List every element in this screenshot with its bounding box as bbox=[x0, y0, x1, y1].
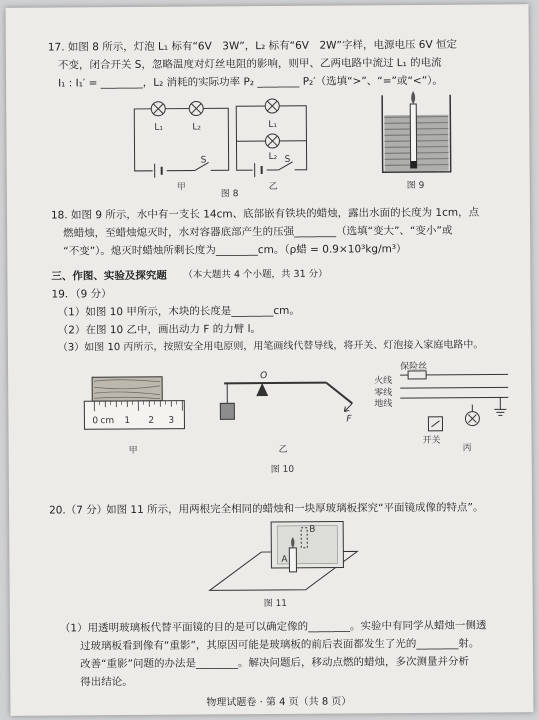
label-switch: 开关 bbox=[422, 435, 441, 446]
ruler-tick-1: 1 bbox=[124, 415, 131, 427]
q20-1-line4: 得出结论。 bbox=[80, 675, 133, 689]
fig8-label-s-jia: S bbox=[200, 155, 207, 166]
fig10-caption: 图 10 bbox=[270, 464, 295, 475]
label-live-wire: 火线 bbox=[374, 376, 393, 387]
q18-line1: 18. 如图 9 所示，水中有一支长 14cm、底部嵌有铁块的蜡烛，露出水面的长度为 1cm，点 bbox=[50, 206, 480, 222]
q17-line2: 不变，闭合开关 S，忽略温度对灯丝电阻的影响，则甲、乙两电路中流过 L₁ 的电流 bbox=[57, 56, 442, 72]
fig10-yi: 乙 bbox=[278, 444, 288, 455]
q20-1-line1: （1）用透明玻璃板代替平面镜的目的是可以确定像的________。实验中有同学从蜡烛一侧透 bbox=[59, 619, 487, 635]
exam-page bbox=[6, 4, 534, 716]
section-note: （本大题共 4 个小题，共 31 分） bbox=[183, 268, 328, 281]
fig11-label-b: B bbox=[309, 524, 316, 535]
q19-item1: （1）如图 10 甲所示，木块的长度是________cm。 bbox=[57, 304, 300, 319]
q17-line1: 17. 如图 8 所示，灯泡 L₁ 标有“6V 3W”，L₂ 标有“6V 2W”字样，电源电压 6V 恒定 bbox=[47, 38, 458, 54]
fig8-label-l1-jia: L₁ bbox=[154, 122, 164, 133]
q20-title: 20.（7 分） bbox=[49, 504, 108, 517]
ruler-unit: cm bbox=[100, 416, 115, 427]
fig8-label-l1-yi: L₁ bbox=[268, 119, 278, 131]
fig8-caption: 图 8 bbox=[220, 189, 239, 200]
section-heading: 三、作图、实验及探究题 bbox=[51, 269, 167, 283]
q18-line3: “不变”）。熄灭时蜡烛所剩长度为________cm。（ρ蜡 = 0.9×10³kg/m³） bbox=[63, 243, 407, 258]
fig11-label-a: A bbox=[281, 554, 288, 565]
q19-title: 19．（9 分） bbox=[51, 288, 112, 301]
lever-pivot-label: O bbox=[260, 371, 268, 382]
label-neutral-wire: 零线 bbox=[374, 388, 393, 399]
q18-line2: 燃蜡烛，至蜡烛熄灭时，水对容器底部产生的压强________（选填“变大”、“变小”或 bbox=[63, 224, 453, 240]
q19-item2: （2）在图 10 乙中，画出动力 F 的力臂 l。 bbox=[57, 323, 262, 337]
q20-text: 如图 11 所示，用两根完全相同的蜡烛和一块厚玻璃板探究“平面镜成像的特点”。 bbox=[106, 501, 484, 517]
fig8-label-s-yi: S bbox=[284, 154, 291, 165]
label-ground-wire: 地线 bbox=[374, 399, 393, 410]
fig9-caption: 图 9 bbox=[406, 180, 425, 192]
fig11-caption: 图 11 bbox=[263, 598, 288, 610]
q20-1-line2: 过玻璃板看到像有“重影”，其原因可能是玻璃板的前后表面都发生了光的________射。 bbox=[79, 637, 480, 653]
fig10-bing: 丙 bbox=[462, 443, 472, 454]
fig8-label-l2-yi: L₂ bbox=[268, 151, 278, 163]
fig8-yi: 乙 bbox=[268, 181, 278, 193]
q19-item3: （3）如图 10 丙所示，按照安全用电原则，用笔画线代替导线，将开关、灯泡接入家庭电路中。 bbox=[57, 339, 484, 354]
figure-11 bbox=[6, 4, 534, 716]
ruler-tick-2: 2 bbox=[148, 415, 155, 426]
lever-force-label: F bbox=[346, 414, 352, 425]
ruler-tick-0: 0 bbox=[92, 416, 99, 427]
fig10-jia: 甲 bbox=[128, 445, 138, 456]
q20-1-line3: 改善“重影”问题的办法是________。解决问题后，移动点燃的蜡烛，多次测量并分析 bbox=[80, 655, 470, 671]
label-fuse: 保险丝 bbox=[400, 361, 428, 373]
q17-line3: I₁ : I₁′ = ________，L₂ 消耗的实际功率 P₂ ________ P₂′（选填“>”、“=”或“<”）。 bbox=[58, 74, 443, 90]
fig8-label-l2-jia: L₂ bbox=[192, 122, 202, 133]
fig8-jia: 甲 bbox=[176, 182, 186, 193]
page-footer: 物理试题卷 · 第 4 页（共 8 页） bbox=[206, 696, 352, 709]
ruler-tick-3: 3 bbox=[168, 415, 175, 426]
